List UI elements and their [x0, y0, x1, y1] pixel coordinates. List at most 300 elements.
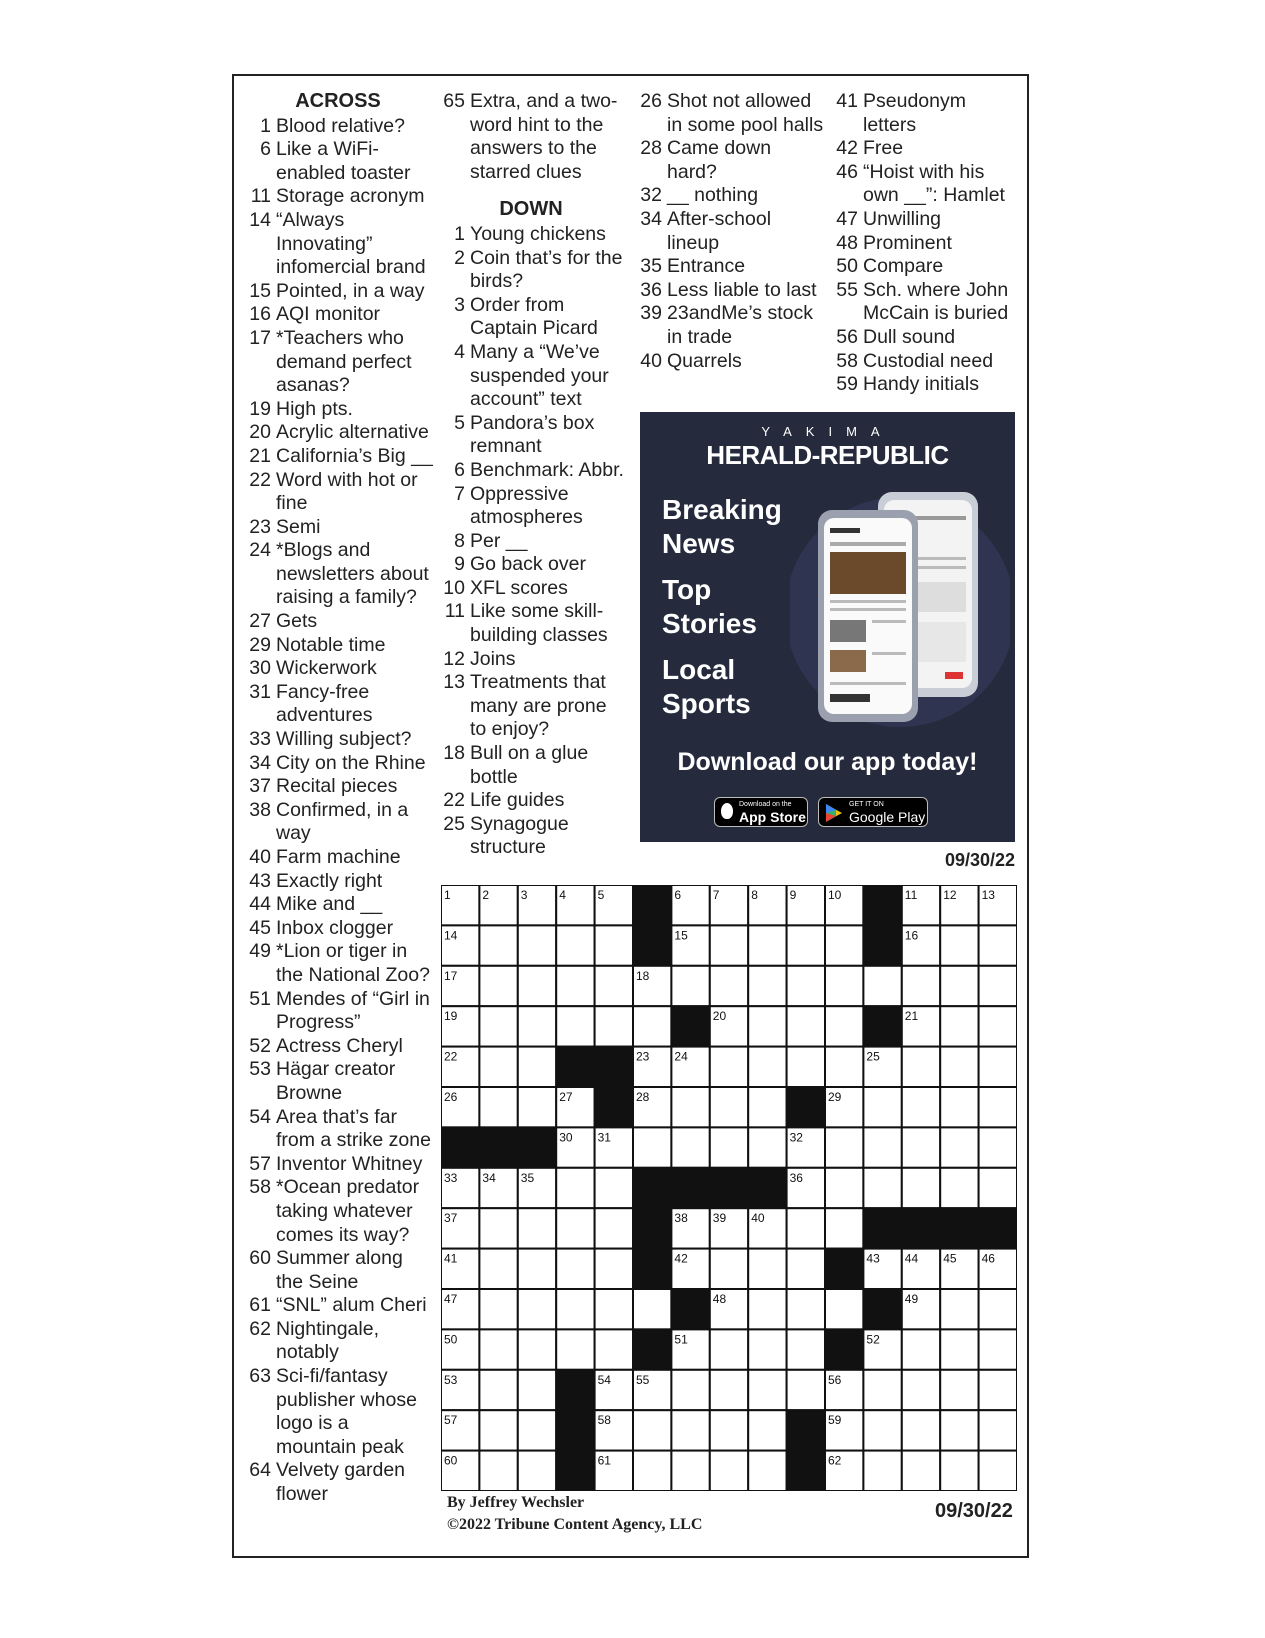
black-square [748, 1168, 786, 1208]
grid-cell[interactable] [518, 1006, 556, 1046]
grid-cell[interactable] [479, 1370, 517, 1410]
grid-cell[interactable] [556, 966, 594, 1006]
black-square [863, 885, 901, 925]
grid-cell[interactable] [825, 1208, 863, 1248]
grid-cell[interactable] [518, 1289, 556, 1329]
cell-number: 45 [943, 1251, 957, 1266]
grid-cell[interactable] [979, 1006, 1017, 1046]
grid-cell[interactable] [671, 1370, 709, 1410]
cell-number: 4 [559, 888, 566, 902]
cell-number: 19 [444, 1009, 458, 1024]
grid-cell[interactable] [863, 966, 901, 1006]
grid-cell[interactable] [595, 966, 633, 1006]
grid-cell[interactable] [479, 1087, 517, 1127]
across-clue-29 [243, 634, 433, 658]
grid-cell[interactable] [671, 1087, 709, 1127]
black-square [787, 1451, 825, 1491]
cell-number: 15 [674, 928, 688, 943]
cell-number: 47 [444, 1292, 458, 1306]
grid-cell[interactable] [902, 1451, 940, 1491]
ad-download-text: Download our app today! [677, 748, 978, 776]
spacer [437, 184, 625, 198]
clue-number: 63 [249, 1365, 271, 1388]
cell-number: 1 [444, 888, 451, 902]
cell-number: 25 [866, 1049, 880, 1064]
clue-text: Handy initials [863, 373, 979, 396]
grid-cell[interactable] [748, 1047, 786, 1087]
grid-cell[interactable] [940, 966, 978, 1006]
grid-cell[interactable] [902, 1168, 940, 1208]
grid-cell[interactable] [710, 1370, 748, 1410]
grid-cell[interactable] [479, 966, 517, 1006]
grid-cell[interactable] [556, 1208, 594, 1248]
down-clue-28 [634, 137, 824, 184]
black-square [710, 1168, 748, 1208]
across-clue-19 [243, 398, 433, 422]
grid-cell[interactable] [979, 1087, 1017, 1127]
cell-number: 49 [904, 1292, 919, 1306]
black-square [671, 1168, 709, 1208]
cell-number: 23 [636, 1049, 650, 1064]
grid-cell[interactable] [671, 966, 709, 1006]
grid-cell[interactable] [671, 1127, 709, 1167]
grid-cell[interactable] [940, 1451, 978, 1491]
grid-cell[interactable] [518, 1249, 556, 1289]
cell-number: 36 [789, 1170, 803, 1185]
grid-cell[interactable] [710, 1410, 748, 1450]
grid-cell[interactable] [902, 1410, 940, 1450]
grid-cell[interactable] [825, 1289, 863, 1329]
grid-cell[interactable] [518, 1370, 556, 1410]
grid-cell[interactable] [595, 1006, 633, 1046]
clue-text: Like some skill-building classes [470, 600, 608, 647]
grid-cell[interactable] [556, 1249, 594, 1289]
grid-cell[interactable] [787, 1047, 825, 1087]
clue-text: High pts. [276, 397, 353, 420]
grid-cell[interactable] [633, 1289, 671, 1329]
across-header: ACROSS [295, 90, 381, 112]
grid-cell[interactable] [863, 1168, 901, 1208]
ad-feature-3: Top [662, 574, 712, 605]
cell-number: 53 [444, 1372, 458, 1387]
grid-cell[interactable] [748, 1127, 786, 1167]
grid-cell[interactable] [902, 1127, 940, 1167]
grid-cell[interactable] [863, 1410, 901, 1450]
clue-number: 33 [249, 728, 271, 751]
cell-number: 22 [444, 1049, 458, 1064]
cell-number: 38 [674, 1211, 688, 1226]
across-clue-20 [243, 421, 433, 445]
down-clue-4 [437, 341, 625, 412]
cell-number: 44 [904, 1251, 919, 1266]
across-clue-17 [243, 327, 433, 398]
cell-number: 30 [559, 1130, 573, 1145]
grid-cell[interactable] [940, 1168, 978, 1208]
down-header: DOWN [499, 198, 563, 221]
black-square [940, 1208, 978, 1248]
cell-number: 5 [597, 888, 605, 902]
grid-cell[interactable] [940, 1410, 978, 1450]
black-square [787, 1087, 825, 1127]
grid-cell[interactable] [979, 966, 1017, 1006]
down-clue-5 [437, 412, 625, 459]
grid-cell[interactable] [633, 1410, 671, 1450]
clue-text: Acrylic alternative [276, 421, 429, 444]
grid-cell[interactable] [787, 1208, 825, 1248]
grid-cell[interactable] [902, 1047, 940, 1087]
grid-cell[interactable] [748, 1006, 786, 1046]
clue-text: Summer along the Seine [276, 1247, 403, 1293]
across-clue-16 [243, 303, 433, 327]
across-clue-64 [243, 1459, 433, 1506]
grid-cell[interactable] [748, 925, 786, 965]
grid-cell[interactable] [671, 1451, 709, 1491]
cell-number: 28 [636, 1090, 650, 1104]
across-clue-60 [243, 1247, 433, 1294]
cell-number: 32 [789, 1130, 803, 1145]
down-clue-40 [634, 350, 824, 374]
grid-cell[interactable] [825, 1047, 863, 1087]
grid-cell[interactable] [979, 925, 1017, 965]
cell-number: 20 [712, 1009, 727, 1024]
clue-text: Storage acronym [276, 185, 425, 208]
grid-cell[interactable] [940, 925, 978, 965]
cell-number: 52 [866, 1332, 880, 1347]
clue-text: Word with hot or fine [276, 468, 418, 515]
grid-cell[interactable] [518, 1087, 556, 1127]
clue-number: 18 [443, 742, 465, 765]
grid-cell[interactable] [479, 925, 517, 965]
grid-cell[interactable] [863, 1127, 901, 1167]
clue-number: 55 [836, 278, 858, 301]
clue-number: 15 [249, 279, 271, 302]
grid-cell[interactable] [479, 1410, 517, 1450]
ad-feature-5: Local [662, 654, 736, 685]
clue-column-4 [830, 90, 1022, 397]
clue-number: 64 [249, 1459, 271, 1482]
clue-number: 47 [836, 207, 858, 230]
clue-text: Synagogue structure [470, 812, 569, 859]
clue-number: 58 [836, 349, 858, 372]
down-clue-7 [437, 483, 625, 530]
grid-cell[interactable] [479, 1451, 517, 1491]
clue-text: AQI monitor [276, 303, 381, 326]
grid-cell[interactable] [825, 925, 863, 965]
down-clue-55 [830, 279, 1022, 326]
grid-cell[interactable] [710, 1249, 748, 1289]
clue-text: Mendes of “Girl in Progress” [276, 987, 430, 1034]
clue-number: 25 [443, 812, 465, 835]
black-square [633, 925, 671, 965]
grid-cell[interactable] [595, 1168, 633, 1208]
clue-number: 37 [249, 775, 271, 798]
black-square [825, 1329, 863, 1369]
grid-cell[interactable] [479, 1006, 517, 1046]
grid-cell[interactable] [940, 1006, 978, 1046]
grid-cell[interactable] [595, 925, 633, 965]
black-square [633, 885, 671, 925]
clue-number: 43 [249, 869, 271, 892]
grid-cell[interactable] [518, 966, 556, 1006]
grid-cell[interactable] [979, 1168, 1017, 1208]
grid-cell[interactable] [979, 1289, 1017, 1329]
grid-cell[interactable] [556, 1006, 594, 1046]
grid-cell[interactable] [595, 1329, 633, 1369]
cell-number: 17 [444, 968, 458, 983]
clue-number: 32 [640, 184, 662, 207]
grid-cell[interactable] [479, 1208, 517, 1248]
clue-text: Less liable to last [667, 278, 817, 301]
down-clue-6 [437, 459, 625, 483]
grid-cell[interactable] [940, 1127, 978, 1167]
grid-cell[interactable] [633, 1006, 671, 1046]
clue-text: Many a “We’ve suspended your account” text [470, 340, 609, 411]
cell-number: 55 [636, 1372, 650, 1387]
grid-cell[interactable] [556, 925, 594, 965]
across-clue-51 [243, 988, 433, 1035]
grid-cell[interactable] [518, 1451, 556, 1491]
google-play-badge[interactable] [818, 797, 928, 827]
grid-cell[interactable] [748, 1410, 786, 1450]
clue-number: 44 [249, 893, 271, 916]
grid-cell[interactable] [787, 1289, 825, 1329]
clue-text: Fancy-free adventures [276, 680, 373, 727]
clue-text: Willing subject? [276, 728, 412, 751]
grid-cell[interactable] [710, 1087, 748, 1127]
grid-cell[interactable] [671, 1410, 709, 1450]
grid-cell[interactable] [556, 1329, 594, 1369]
across-clue-34 [243, 752, 433, 776]
clue-text: Blood relative? [276, 114, 405, 137]
clue-text: Entrance [667, 255, 746, 278]
cell-number: 43 [866, 1251, 880, 1266]
grid-cell[interactable] [825, 1127, 863, 1167]
cell-number: 29 [828, 1090, 842, 1104]
clue-text: Young chickens [470, 222, 606, 245]
clue-text: Recital pieces [276, 775, 398, 798]
clue-number: 48 [836, 231, 858, 254]
black-square [556, 1047, 594, 1087]
clue-number: 31 [249, 680, 271, 703]
grid-cell[interactable] [518, 1047, 556, 1087]
clue-number: 46 [836, 160, 858, 183]
clue-text: Dull sound [863, 325, 956, 348]
clue-number: 5 [454, 411, 465, 434]
clue-number: 26 [640, 90, 662, 112]
grid-cell[interactable] [556, 1168, 594, 1208]
clue-number: 39 [640, 302, 662, 325]
grid-cell[interactable] [633, 1127, 671, 1167]
down-clue-3 [437, 294, 625, 341]
grid-cell[interactable] [518, 1329, 556, 1369]
cell-number: 31 [597, 1130, 611, 1145]
grid-cell[interactable] [710, 1329, 748, 1369]
grid-cell[interactable] [902, 966, 940, 1006]
clue-text: Inbox clogger [276, 916, 394, 939]
across-clue-44 [243, 893, 433, 917]
grid-cell[interactable] [863, 1451, 901, 1491]
cell-number: 21 [904, 1009, 919, 1024]
down-clue-46 [830, 161, 1022, 208]
grid-cell[interactable] [787, 1329, 825, 1369]
grid-cell[interactable] [825, 1006, 863, 1046]
app-store-badge[interactable] [714, 797, 808, 827]
cell-number: 39 [712, 1211, 727, 1226]
grid-cell[interactable] [479, 1329, 517, 1369]
cell-number: 60 [444, 1453, 458, 1468]
clue-number: 6 [454, 458, 465, 481]
apple-icon [721, 803, 733, 819]
cell-number: 6 [674, 888, 682, 902]
grid-cell[interactable] [863, 1087, 901, 1127]
down-clue-8 [437, 530, 625, 554]
grid-cell[interactable] [940, 1289, 978, 1329]
credit-author: By Jeffrey Wechsler [447, 1494, 585, 1511]
across-clue-62 [243, 1318, 433, 1365]
grid-cell[interactable] [979, 1370, 1017, 1410]
grid-cell[interactable] [940, 1047, 978, 1087]
grid-cell[interactable] [787, 925, 825, 965]
black-square [441, 1127, 479, 1167]
grid-cell[interactable] [979, 1127, 1017, 1167]
black-square [556, 1370, 594, 1410]
clue-text: Joins [470, 647, 516, 670]
clue-number: 9 [454, 553, 465, 576]
clue-number: 61 [249, 1294, 271, 1317]
clue-text: Quarrels [667, 349, 742, 372]
grid-cell[interactable] [748, 1451, 786, 1491]
grid-cell[interactable] [556, 1289, 594, 1329]
grid-cell[interactable] [518, 925, 556, 965]
grid-cell[interactable] [633, 1451, 671, 1491]
clue-number: 65 [443, 90, 465, 112]
black-square [633, 1249, 671, 1289]
grid-cell[interactable] [518, 1208, 556, 1248]
grid-cell[interactable] [710, 1047, 748, 1087]
cell-number: 12 [943, 888, 957, 902]
grid-cell[interactable] [940, 1329, 978, 1369]
cell-number: 18 [636, 968, 650, 983]
grid-cell[interactable] [940, 1370, 978, 1410]
across-clue-43 [243, 870, 433, 894]
clue-text: Mike and __ [276, 893, 383, 916]
cell-number: 7 [712, 888, 720, 902]
grid-cell[interactable] [787, 1370, 825, 1410]
black-square [479, 1127, 517, 1167]
black-square [671, 1006, 709, 1046]
grid-cell[interactable] [710, 1127, 748, 1167]
down-clue-36 [634, 279, 824, 303]
grid-cell[interactable] [748, 1329, 786, 1369]
grid-cell[interactable] [787, 1249, 825, 1289]
grid-cell[interactable] [825, 966, 863, 1006]
down-clue-12 [437, 648, 625, 672]
black-square [825, 1249, 863, 1289]
app-advertisement[interactable] [640, 412, 1015, 842]
across-clue-24 [243, 539, 433, 610]
grid-cell[interactable] [979, 1451, 1017, 1491]
clue-text: Benchmark: Abbr. [470, 458, 624, 481]
grid-cell[interactable] [748, 1249, 786, 1289]
grid-cell[interactable] [748, 1289, 786, 1329]
grid-cell[interactable] [787, 1006, 825, 1046]
grid-cell[interactable] [710, 1451, 748, 1491]
clue-number: 35 [640, 255, 662, 278]
clue-text: California’s Big __ [276, 444, 433, 467]
clue-number: 57 [249, 1152, 271, 1175]
across-clue-23 [243, 516, 433, 540]
cell-number: 8 [751, 888, 758, 902]
grid-cell[interactable] [595, 1289, 633, 1329]
clue-number: 14 [249, 208, 271, 231]
clue-text: Treatments that many are prone to enjoy? [470, 671, 607, 741]
clue-number: 60 [249, 1247, 271, 1270]
cell-number: 59 [828, 1413, 842, 1428]
down-clue-2 [437, 247, 625, 294]
clue-number: 54 [249, 1105, 271, 1128]
clue-number: 59 [836, 373, 858, 396]
grid-cell[interactable] [940, 1087, 978, 1127]
grid-cell[interactable] [479, 1047, 517, 1087]
across-clue-63 [243, 1365, 433, 1459]
grid-cell[interactable] [902, 1370, 940, 1410]
clue-text: After-school lineup [667, 207, 772, 254]
clue-number: 56 [836, 325, 858, 348]
clue-number: 62 [249, 1317, 271, 1340]
clue-number: 24 [249, 539, 271, 562]
clue-text: Notable time [276, 633, 386, 656]
grid-cell[interactable] [979, 1329, 1017, 1369]
ad-feature-4: Stories [662, 608, 757, 639]
clue-number: 4 [454, 340, 465, 363]
grid-cell[interactable] [902, 1329, 940, 1369]
clue-number: 20 [249, 421, 271, 444]
down-clue-1 [437, 223, 625, 247]
grid-cell[interactable] [595, 1208, 633, 1248]
grid-cell[interactable] [863, 1370, 901, 1410]
clue-text: Semi [276, 515, 321, 538]
grid-cell[interactable] [518, 1410, 556, 1450]
grid-cell[interactable] [748, 966, 786, 1006]
cell-number: 2 [482, 888, 490, 902]
clue-text: Order from Captain Picard [470, 293, 598, 340]
grid-cell[interactable] [825, 1168, 863, 1208]
black-square [556, 1410, 594, 1450]
grid-cell[interactable] [595, 1249, 633, 1289]
crossword-grid[interactable] [441, 885, 1017, 1491]
grid-cell[interactable] [902, 1087, 940, 1127]
black-square [556, 1451, 594, 1491]
grid-cell[interactable] [479, 1249, 517, 1289]
grid-cell[interactable] [748, 1087, 786, 1127]
clue-number: 22 [249, 468, 271, 491]
grid-cell[interactable] [979, 1047, 1017, 1087]
grid-cell[interactable] [479, 1289, 517, 1329]
grid-cell[interactable] [748, 1370, 786, 1410]
across-clue-45 [243, 917, 433, 941]
grid-cell[interactable] [979, 1410, 1017, 1450]
across-clue-31 [243, 681, 433, 728]
grid-cell[interactable] [787, 966, 825, 1006]
clue-text: Extra, and a two-word hint to the answers to the starred clues [470, 90, 618, 183]
cell-number: 16 [904, 928, 919, 943]
clue-text: Pseudonym letters [863, 90, 966, 136]
down-clue-42 [830, 137, 1022, 161]
grid-cell[interactable] [710, 966, 748, 1006]
clue-text: Wickerwork [276, 657, 377, 680]
across-clue-11 [243, 185, 433, 209]
grid-cell[interactable] [710, 925, 748, 965]
